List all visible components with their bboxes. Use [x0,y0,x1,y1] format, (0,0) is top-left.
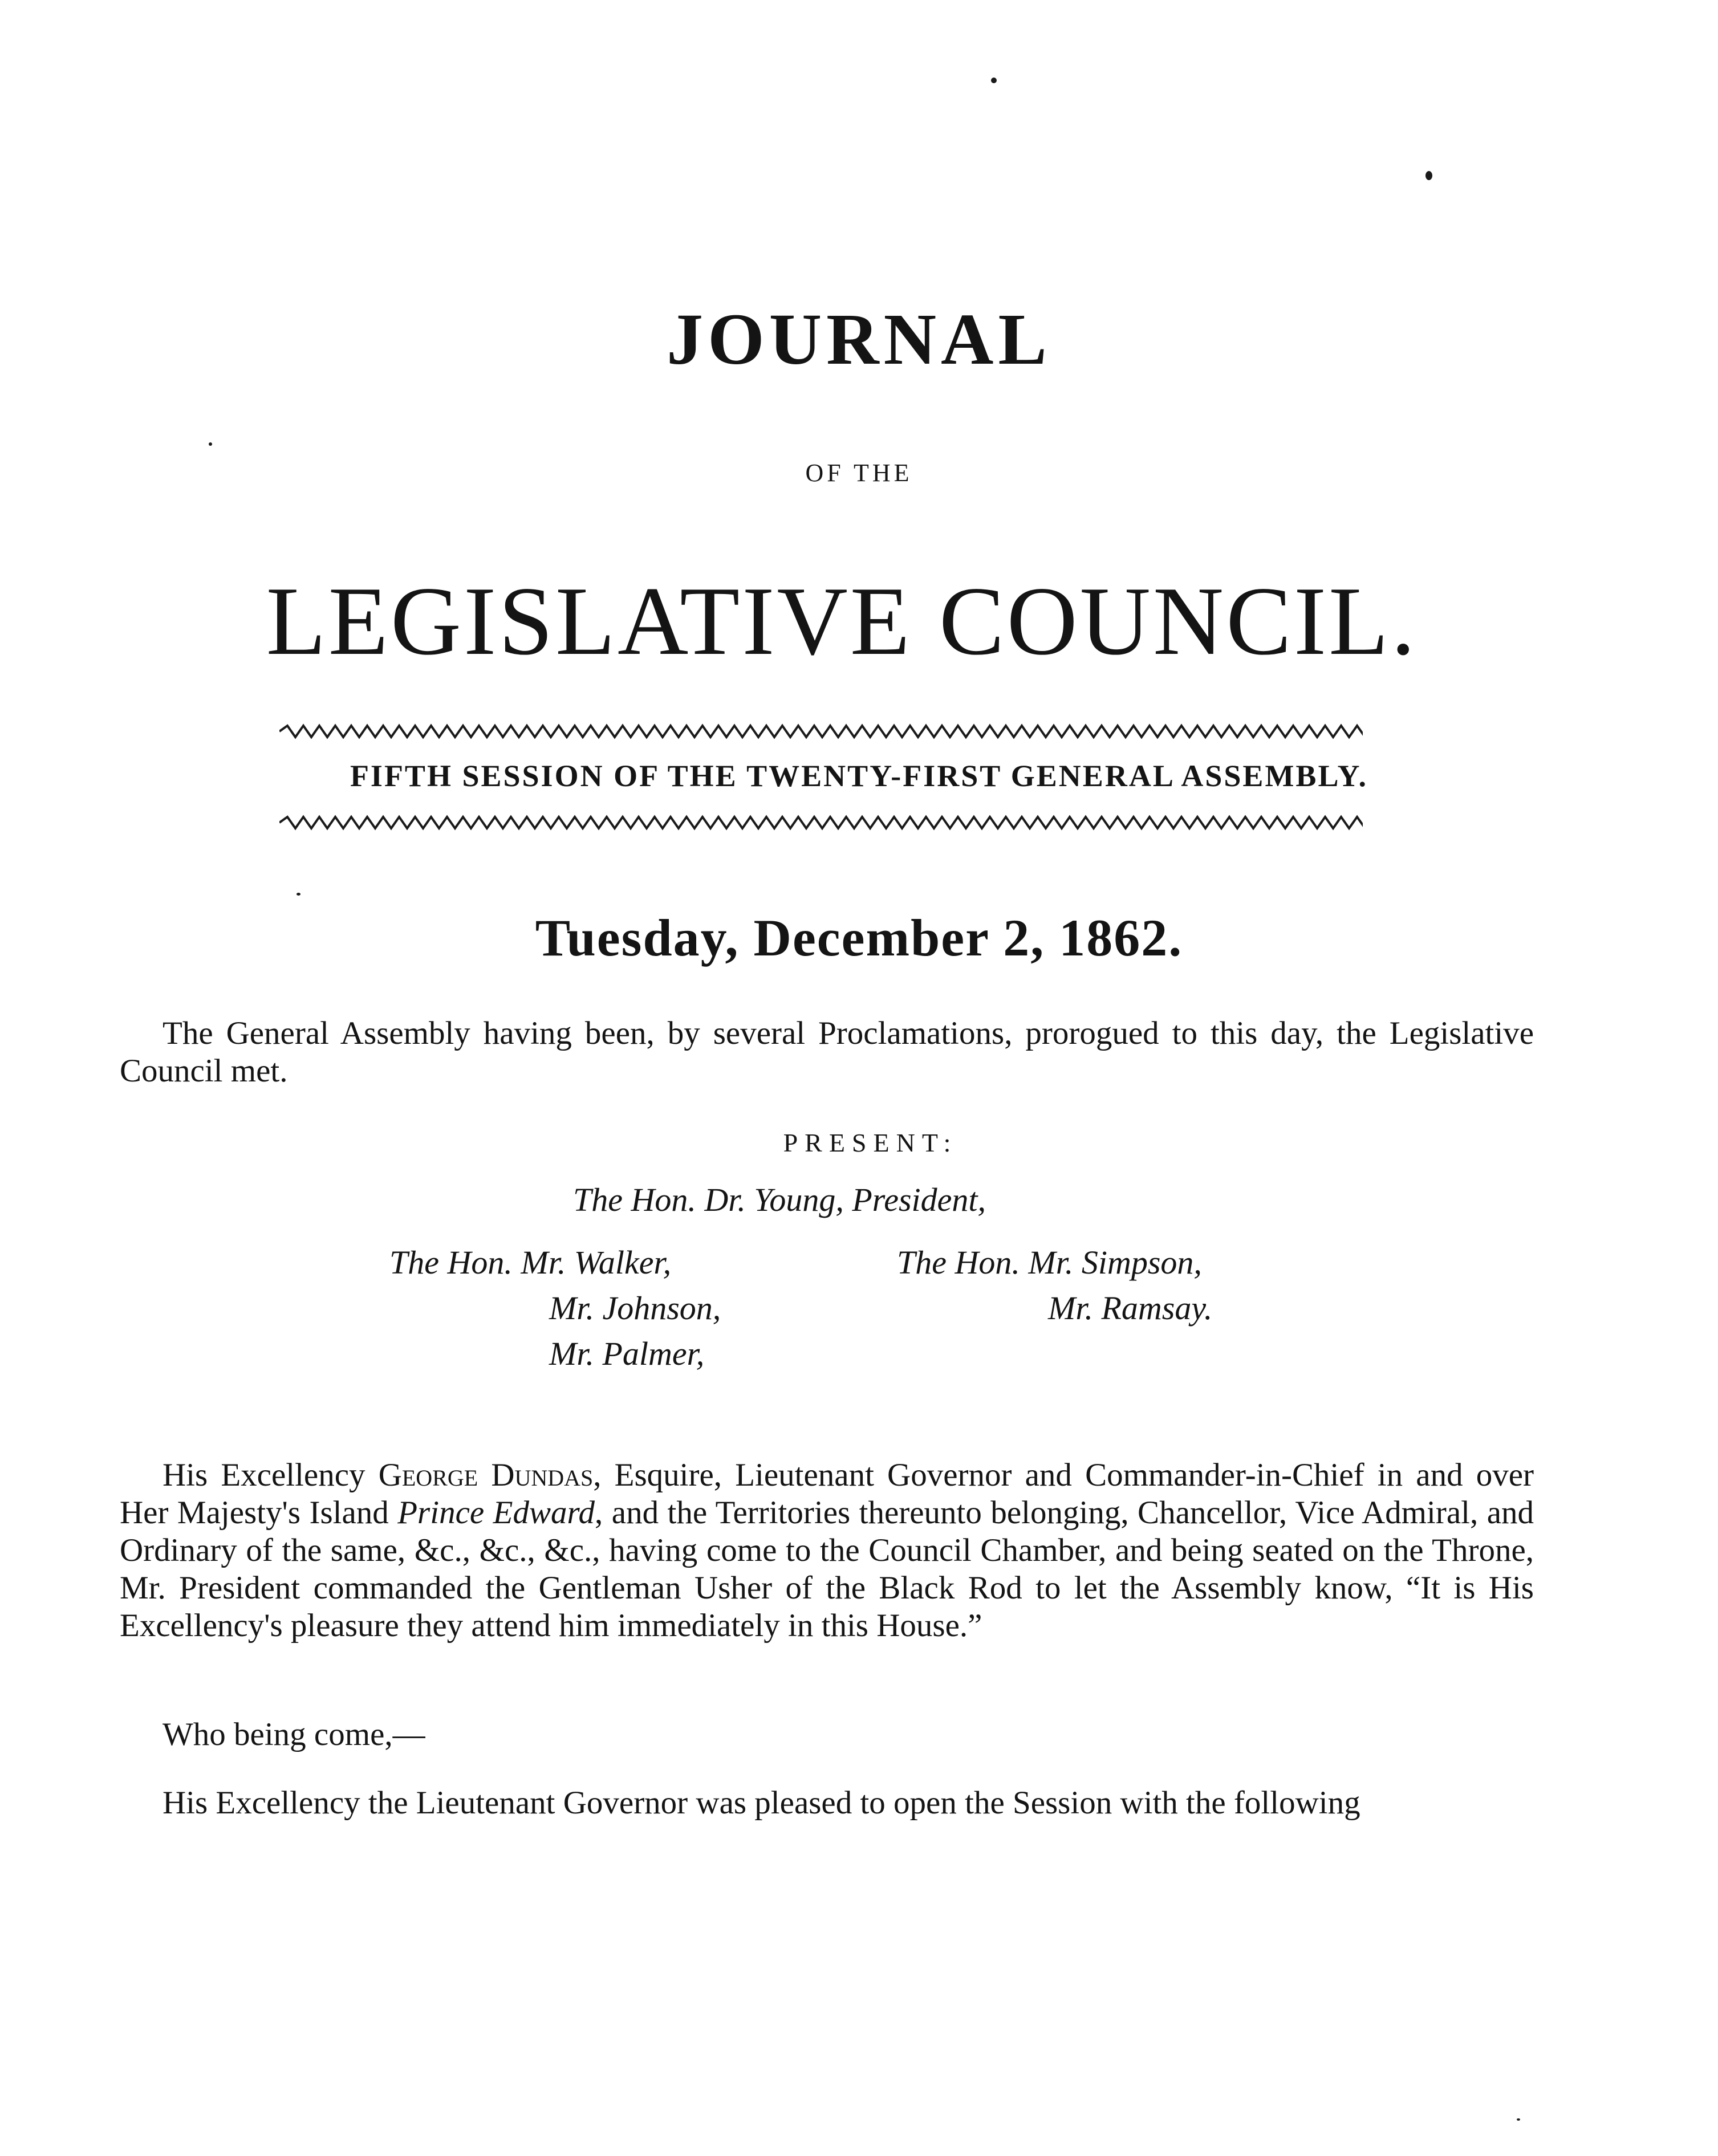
legislative-council-title: LEGISLATIVE COUNCIL. [266,567,1418,676]
wavy-rule-top [279,723,1363,740]
governor-paragraph [120,1457,1534,1645]
session-heading: FIFTH SESSION OF THE TWENTY-FIRST GENERAL ASSEMBLY. [350,759,1368,793]
closing-paragraph: His Excellency the Lieutenant Governor was pleased to open the Session with the following [163,1785,1360,1821]
governor-paragraph-rest: , and the Territories thereunto belonging, Chancellor, Vice Admiral, and Ordinary of the same, &c., &c., &c., having come to the Council Chamber, and being seated on the Throne, Mr. President commanded the Gentleman Usher of the Black Rod to let the Assembly know, “It is His Excellency's pleasure they attend him immediately in this House.” [120,1495,1534,1644]
governor-name: George Dundas [378,1457,594,1493]
scan-speck [1425,171,1432,180]
of-the-subtitle: OF THE [805,459,913,487]
scan-speck [209,442,212,446]
scan-speck [1517,2118,1520,2121]
member-right-1: The Hon. Mr. Simpson, [897,1244,1202,1281]
scan-speck [991,78,997,83]
island-name: Prince Edward [397,1495,595,1531]
member-right-2: Mr. Ramsay. [1048,1289,1213,1327]
his-excellency-text: His Excellency [163,1457,365,1493]
present-label: PRESENT: [783,1128,958,1157]
journal-title: JOURNAL [667,299,1051,380]
session-date: Tuesday, December 2, 1862. [535,909,1183,967]
member-left-2: Mr. Johnson, [549,1289,721,1327]
member-left-3: Mr. Palmer, [549,1335,705,1372]
member-left-1: The Hon. Mr. Walker, [389,1244,672,1281]
who-being-come: Who being come,— [163,1716,425,1752]
governor-title-text: , Esquire, Lieutenant Governor and Commander-in-Chief in and over Her Majesty's Island [120,1457,1534,1531]
scan-speck [297,893,300,896]
wavy-rule-bottom [279,814,1363,831]
opening-paragraph: The General Assembly having been, by several Proclamations, prorogued to this day, the Legislative Council met. [120,1015,1534,1089]
president-line: The Hon. Dr. Young, President, [573,1181,986,1218]
